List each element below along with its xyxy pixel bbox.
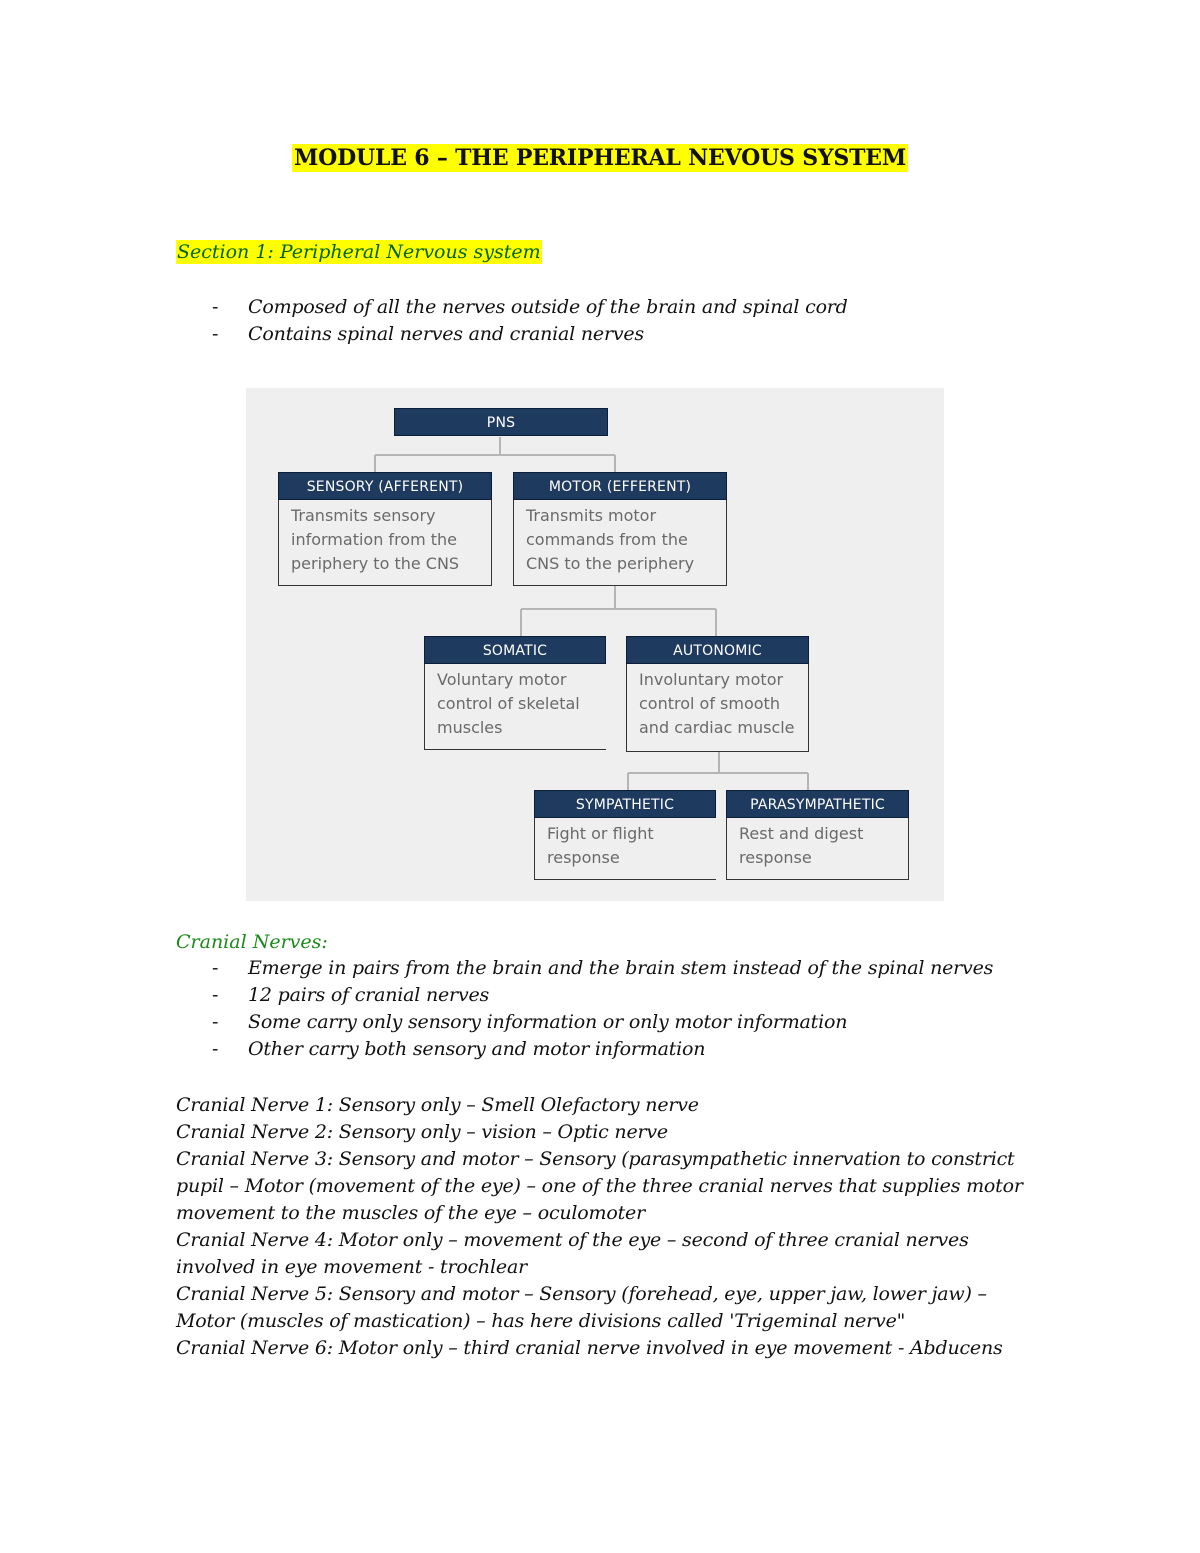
bullet-dash: -	[212, 323, 219, 345]
bullet-dash: -	[212, 957, 219, 979]
node-head: PARASYMPATHETIC	[726, 790, 909, 818]
bullet-dash: -	[212, 1038, 219, 1060]
bullet-text: Other carry both sensory and motor information	[248, 1038, 706, 1060]
bullet-dash: -	[212, 1011, 219, 1033]
node-head: PNS	[394, 408, 608, 436]
bullet-dash: -	[212, 296, 219, 318]
node-line: commands from the	[526, 530, 688, 549]
list-item	[176, 294, 848, 321]
node-line: Involuntary motor	[639, 670, 784, 689]
node-line: Transmits sensory	[291, 506, 436, 525]
cranial-nerve-3: Cranial Nerve 3: Sensory and motor – Sensory (parasympathetic innervation to constrict pupil – Motor (movement of the eye) – one of the three cranial nerves that supplies motor movement to the muscles of the eye – oculomoter	[176, 1148, 1023, 1224]
section-1-bullets	[176, 294, 848, 348]
list-item	[176, 321, 848, 348]
node-line: control of skeletal	[437, 694, 580, 713]
node-body	[513, 500, 727, 586]
node-line: response	[547, 848, 620, 867]
node-head: SOMATIC	[424, 636, 606, 664]
cranial-bullets	[176, 955, 993, 1063]
node-body	[534, 818, 716, 880]
bullet-text: Composed of all the nerves outside of the brain and spinal cord	[248, 296, 848, 318]
cranial-nerve-6: Cranial Nerve 6: Motor only – third cranial nerve involved in eye movement - Abducens	[176, 1337, 1003, 1359]
node-line: periphery to the CNS	[291, 554, 460, 573]
node-body	[278, 500, 492, 586]
page-title: MODULE 6 – THE PERIPHERAL NEVOUS SYSTEM	[294, 145, 906, 171]
node-line: CNS to the periphery	[526, 554, 695, 573]
node-line: muscles	[437, 718, 503, 737]
node-line: Fight or flight	[547, 824, 654, 843]
node-line: response	[739, 848, 812, 867]
node-line: Voluntary motor	[437, 670, 567, 689]
cranial-nerves-heading: Cranial Nerves:	[176, 931, 328, 953]
node-line: Rest and digest	[739, 824, 864, 843]
node-head: AUTONOMIC	[626, 636, 809, 664]
list-item	[176, 1036, 993, 1063]
list-item	[176, 1009, 993, 1036]
bullet-text: Emerge in pairs from the brain and the brain stem instead of the spinal nerves	[248, 957, 994, 979]
section-1-heading: Section 1: Peripheral Nervous system	[177, 241, 541, 263]
list-item	[176, 955, 993, 982]
node-body	[726, 818, 909, 880]
node-body	[424, 664, 606, 750]
cranial-nerve-list	[176, 1092, 1036, 1362]
node-line: Transmits motor	[526, 506, 657, 525]
node-body	[626, 664, 809, 752]
cranial-nerve-5: Cranial Nerve 5: Sensory and motor – Sensory (forehead, eye, upper jaw, lower jaw) – Motor (muscles of mastication) – has here divisions called 'Trigeminal nerve"	[176, 1283, 987, 1332]
node-head: MOTOR (EFFERENT)	[513, 472, 727, 500]
bullet-text: Some carry only sensory information or only motor information	[248, 1011, 848, 1033]
title-wrap	[0, 144, 1200, 172]
node-line: and cardiac muscle	[639, 718, 795, 737]
list-item	[176, 982, 993, 1009]
bullet-text: Contains spinal nerves and cranial nerves	[248, 323, 644, 345]
pns-diagram	[246, 388, 944, 901]
cranial-nerve-4: Cranial Nerve 4: Motor only – movement of the eye – second of three cranial nerves involved in eye movement - trochlear	[176, 1229, 969, 1278]
node-line: information from the	[291, 530, 458, 549]
bullet-text: 12 pairs of cranial nerves	[248, 984, 490, 1006]
node-line: control of smooth	[639, 694, 780, 713]
node-head: SYMPATHETIC	[534, 790, 716, 818]
bullet-dash: -	[212, 984, 219, 1006]
node-head: SENSORY (AFFERENT)	[278, 472, 492, 500]
cranial-nerve-2: Cranial Nerve 2: Sensory only – vision – Optic nerve	[176, 1121, 668, 1143]
cranial-nerve-1: Cranial Nerve 1: Sensory only – Smell Olefactory nerve	[176, 1094, 699, 1116]
